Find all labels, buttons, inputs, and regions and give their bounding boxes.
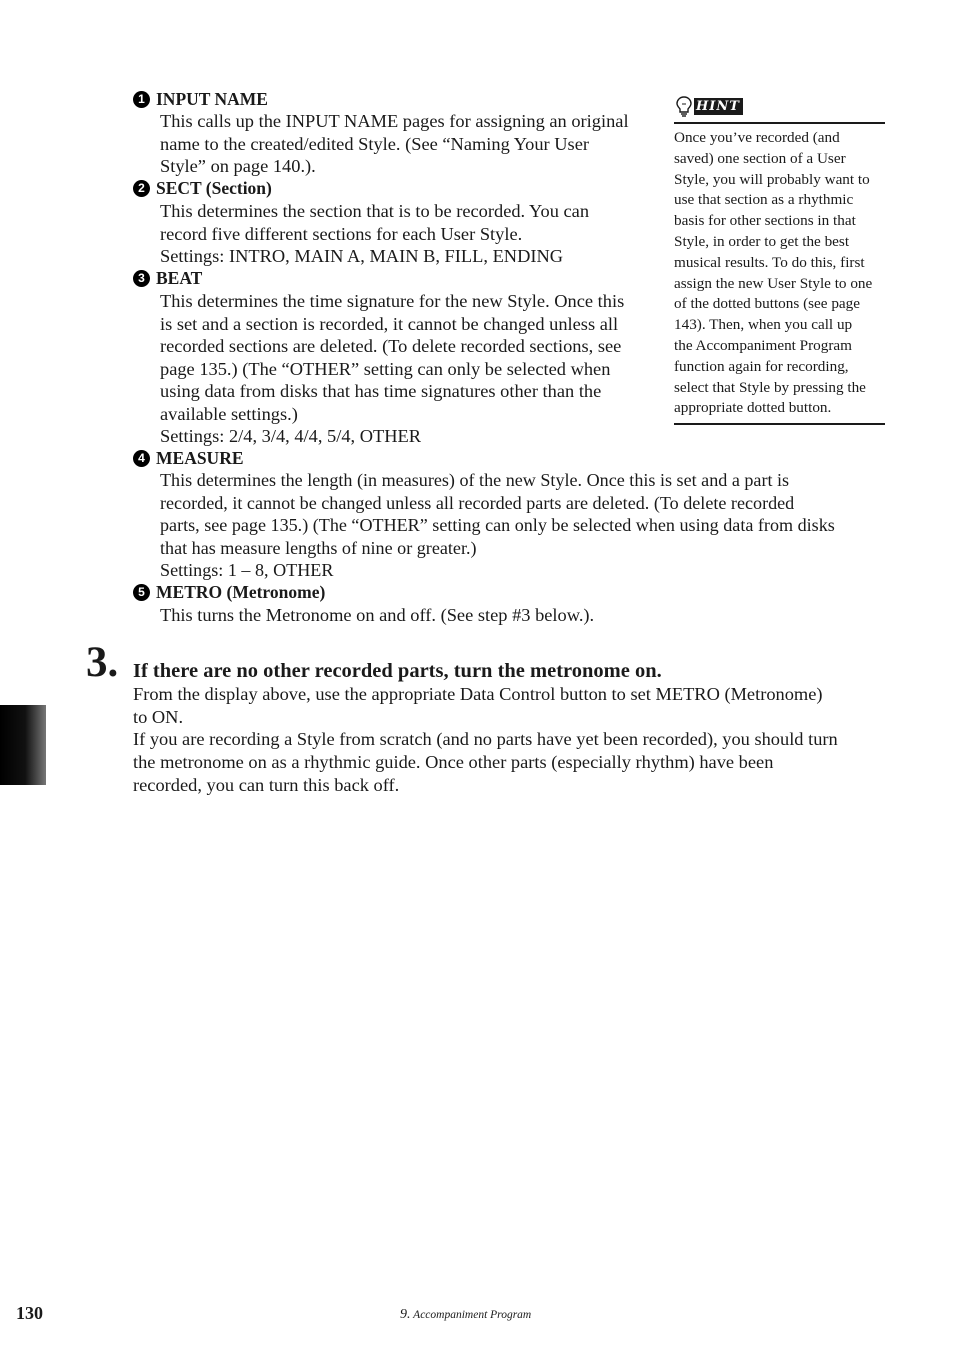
- hint-line: 143). Then, when you call up: [674, 316, 853, 334]
- text-line: to ON.: [133, 706, 184, 727]
- text-line: If you are recording a Style from scratch (and no parts have yet been recorded), you should turn: [133, 729, 838, 750]
- item-description-sect: [160, 200, 660, 268]
- hint-line: select that Style by pressing the: [674, 378, 866, 396]
- text-line: parts, see page 135.) (The “OTHER” setting can only be selected when using data from disks: [160, 515, 835, 535]
- hint-line: basis for other sections in that: [674, 212, 856, 230]
- hint-line: function again for recording,: [674, 357, 849, 375]
- item-title: METRO (Metronome): [156, 582, 326, 602]
- hint-box: [674, 94, 885, 425]
- step-body: [133, 683, 893, 797]
- item-heading-input-name: [133, 88, 268, 110]
- hint-line: saved) one section of a User: [674, 149, 846, 167]
- number-badge: 1: [133, 91, 150, 108]
- settings-line: Settings: INTRO, MAIN A, MAIN B, FILL, ENDING: [160, 246, 564, 266]
- text-line: From the display above, use the appropriate Data Control button to set METRO (Metronome): [133, 684, 823, 704]
- text-line: recorded, it cannot be changed unless all recorded parts are deleted. (To delete recorded: [160, 492, 795, 513]
- item-heading-metro: [133, 581, 325, 603]
- hint-line: appropriate dotted button.: [674, 399, 832, 417]
- item-title: SECT (Section): [156, 178, 272, 198]
- text-line: using data from disks that has time signatures other than the: [160, 381, 602, 401]
- text-line: recorded sections are deleted. (To delete recorded sections, see: [160, 336, 622, 356]
- chapter-thumb-tab: [0, 705, 46, 785]
- lightbulb-icon: [674, 95, 694, 117]
- number-badge: 5: [133, 584, 150, 601]
- text-line: page 135.) (The “OTHER” setting can only be selected when: [160, 358, 611, 379]
- hint-text: [674, 124, 885, 423]
- text-line: This determines the length (in measures) of the new Style. Once this is set and a part is: [160, 470, 790, 490]
- hint-bottom-rule: [674, 423, 885, 425]
- step-number: 3.: [86, 639, 119, 686]
- text-line: that has measure lengths of nine or greater.): [160, 537, 477, 558]
- hint-line: musical results. To do this, first: [674, 253, 865, 271]
- item-heading-sect: [133, 177, 272, 199]
- text-line: This determines the time signature for the new Style. Once this: [160, 291, 625, 311]
- text-line: the metronome on as a rhythmic guide. Once other parts (especially rhythm) have been: [133, 752, 774, 773]
- hint-line: Once you’ve recorded (and: [674, 129, 840, 146]
- item-description-metro: [160, 604, 760, 627]
- hint-line: Style, in order to get the best: [674, 232, 850, 250]
- number-badge: 4: [133, 450, 150, 467]
- hint-line: use that section as a rhythmic: [674, 191, 854, 209]
- text-line: Style” on page 140.).: [160, 156, 316, 176]
- item-title: INPUT NAME: [156, 89, 268, 109]
- text-line: is set and a section is recorded, it cannot be changed unless all: [160, 313, 619, 334]
- text-line: recorded, you can turn this back off.: [133, 774, 400, 795]
- item-description-measure: [160, 469, 900, 582]
- text-line: record five different sections for each User Style.: [160, 223, 523, 244]
- chapter-number: 9.: [400, 1307, 411, 1322]
- text-line: This turns the Metronome on and off. (See step #3 below.).: [160, 605, 595, 625]
- item-title: BEAT: [156, 268, 203, 288]
- settings-line: Settings: 2/4, 3/4, 4/4, 5/4, OTHER: [160, 426, 422, 446]
- step-title: If there are no other recorded parts, turn the metronome on.: [133, 660, 662, 682]
- text-line: name to the created/edited Style. (See “Naming Your User: [160, 133, 589, 154]
- hint-line: of the dotted buttons (see page: [674, 295, 860, 313]
- number-badge: 3: [133, 270, 150, 287]
- item-title: MEASURE: [156, 448, 244, 468]
- footer-chapter: [400, 1307, 531, 1323]
- hint-header: [674, 94, 885, 118]
- hint-line: Style, you will probably want to: [674, 170, 870, 188]
- hint-line: the Accompaniment Program: [674, 336, 852, 354]
- number-badge: 2: [133, 180, 150, 197]
- text-line: available settings.): [160, 403, 298, 424]
- text-line: This calls up the INPUT NAME pages for assigning an original: [160, 111, 629, 131]
- settings-line: Settings: 1 – 8, OTHER: [160, 560, 334, 580]
- hint-line: assign the new User Style to one: [674, 274, 873, 292]
- text-line: This determines the section that is to be recorded. You can: [160, 201, 590, 221]
- page-number: 130: [16, 1303, 43, 1323]
- item-description-beat: [160, 290, 665, 448]
- item-heading-measure: [133, 447, 244, 469]
- item-description-input-name: [160, 110, 660, 178]
- chapter-title: Accompaniment Program: [413, 1309, 532, 1321]
- item-heading-beat: [133, 267, 202, 289]
- hint-label: HINT: [694, 98, 743, 115]
